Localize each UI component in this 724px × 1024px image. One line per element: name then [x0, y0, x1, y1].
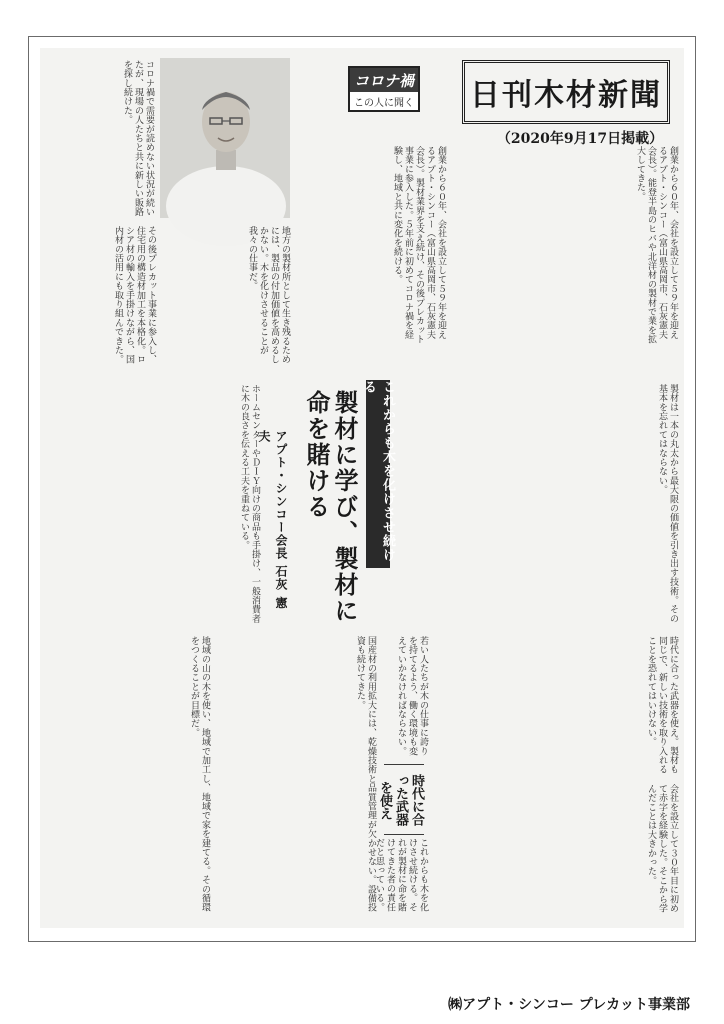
portrait-photo	[160, 58, 290, 218]
article-column: その後プレカット事業に参入し、住宅用の構造材加工を本格化。ロシア材の輸入を手掛けながら、国内材の活用にも取り組んできた。	[113, 226, 156, 364]
article-headline: 製材に学び、製材に命を賭ける	[302, 390, 358, 624]
article-column: 若い人たちが木の仕事に誇りを持てるよう、働く環境も変えていかなければならない。	[396, 636, 428, 756]
publication-date: （2020年9月17日掲載）	[496, 131, 664, 147]
newspaper-name: 日刊木材新聞	[470, 78, 662, 113]
series-badge	[348, 66, 420, 112]
article-column: コロナ禍で需要が読めない状況が続いたが、現場の人たちと共に新しい販路を探し続けた。	[122, 60, 154, 217]
subhead-rule-bottom	[384, 834, 424, 835]
article-column: 創業から６０年、会社を設立して５９年を迎えるアプト・シンコー（富山県高岡市、石灰憲夫会長）。製材業界を支え続け、その後プレカット事業に参入した。５年前に初めてコロナ禍を経験し、地域と共に変化を続ける。	[392, 146, 446, 344]
portrait-illustration	[160, 58, 290, 218]
article-column: 創業から６０年、会社を設立して５９年を迎えるアプト・シンコー（富山県高岡市、石灰憲夫会長）。能登半島のヒバや北洋材の製材で業を拡大してきた。	[635, 146, 678, 344]
article-column: これからも木を化けさせ続ける。それが製材に命を賭けてきた者の責任だと思っている。	[374, 838, 428, 912]
article-column: 製材は一本の丸太から最大限の価値を引き出す技術。その基本を忘れてはならない。	[657, 384, 678, 624]
article-byline: アプト・シンコー会長 石灰 憲夫	[257, 430, 288, 610]
article-column: ホームセンターやＤＩＹ向けの商品も手掛け、一般消費者に木の良さを伝える工夫を重ねている。	[239, 384, 260, 624]
article-column: 国産材の利用拡大には、乾燥技術と品質管理が欠かせない。設備投資も続けてきた。	[355, 636, 376, 912]
article-kicker: これからも木を化けさせ続ける	[366, 380, 390, 568]
footer-credit: ㈱アプト・シンコー プレカット事業部	[448, 997, 690, 1013]
series-badge-subtitle: この人に聞く	[354, 97, 414, 109]
article-column: 地域の山の木を使い、地域で加工し、地域で家を建てる。その循環をつくることが目標だ。	[189, 636, 210, 912]
article-column: 会社を設立して３０年目に初めて赤字を経験した。そこから学んだことは大きかった。	[646, 784, 678, 913]
series-badge-title: コロナ禍	[350, 68, 418, 92]
article-column: 地方の製材所として生き残るためには、製品の付加価値を高めるしかない。木を化けさせることが我々の仕事だ。	[247, 226, 290, 364]
newspaper-masthead	[462, 60, 670, 124]
article-column: 時代に合った武器を使え。製材も同じで、新しい技術を取り入れることを恐れてはいけない。	[646, 636, 678, 774]
article-subhead: 時代に合った武器を使え	[377, 774, 424, 826]
subhead-rule-top	[384, 764, 424, 765]
